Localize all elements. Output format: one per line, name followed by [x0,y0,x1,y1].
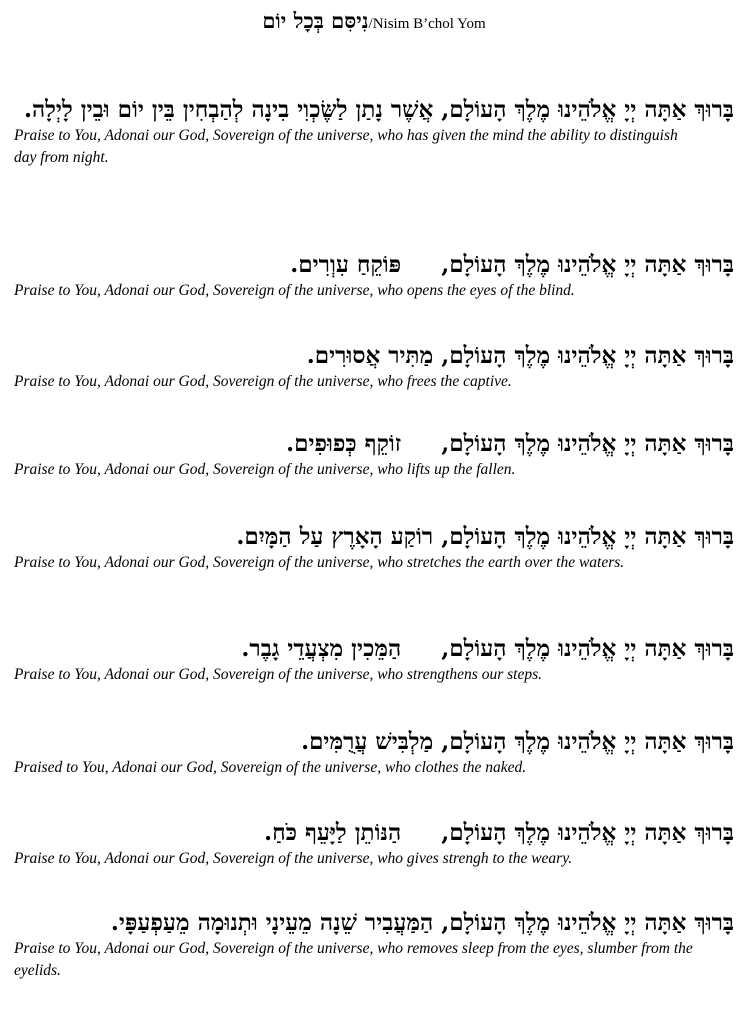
blessing-2 [14,249,734,302]
blessing-english: Praised to You, Adonai our God, Sovereign of the universe, who clothes the naked. [14,759,527,776]
blessing-hebrew: בָּרוּךְ אַתָּה יְיָ אֱלֹהֵינוּ מֶלֶךְ הָעוֹלָם, הַנּוֹתֵן לַיָּעֵף כֹּחַ. [264,819,734,846]
blessing-english: Praise to You, Adonai our God, Sovereign of the universe, who gives strengh to the weary. [14,850,573,867]
blessing-english: Praise to You, Adonai our God, Sovereign of the universe, who opens the eyes of the blind. [14,282,575,299]
blessing-english: Praise to You, Adonai our God, Sovereign of the universe, who has given the mind the ability to distinguish day from night. [14,127,678,166]
blessing-hebrew: בָּרוּךְ אַתָּה יְיָ אֱלֹהֵינוּ מֶלֶךְ הָעוֹלָם, זוֹקֵף כְּפוּפִים. [286,430,734,457]
blessing-9 [14,907,734,982]
blessing-3 [14,340,734,393]
blessing-english: Praise to You, Adonai our God, Sovereign of the universe, who lifts up the fallen. [14,461,516,478]
blessing-hebrew: בָּרוּךְ אַתָּה יְיָ אֱלֹהֵינוּ מֶלֶךְ הָעוֹלָם, הַמֵּכִין מִצְעֲדֵי גָבֶר. [241,635,734,662]
blessing-7 [14,726,734,779]
blessing-hebrew: בָּרוּךְ אַתָּה יְיָ אֱלֹהֵינוּ מֶלֶךְ הָעוֹלָם, הַמַּעֲבִיר שֵׁנָה מֵעֵינָי וּתְנוּמָה מֵעַפְעַפָּי. [110,909,734,936]
blessing-4 [14,428,734,481]
blessing-english: Praise to You, Adonai our God, Sovereign of the universe, who strengthens our steps. [14,666,542,683]
blessing-hebrew: בָּרוּךְ אַתָּה יְיָ אֱלֹהֵינוּ מֶלֶךְ הָעוֹלָם, מַלְבִּישׁ עֲרֻמִּים. [301,728,734,755]
blessing-6 [14,633,734,686]
blessing-5 [14,521,734,574]
blessing-hebrew: בָּרוּךְ אַתָּה יְיָ אֱלֹהֵינוּ מֶלֶךְ הָעוֹלָם, רוֹקַע הָאָרֶץ עַל הַמָּיִם. [236,523,734,550]
blessing-hebrew: בָּרוּךְ אַתָּה יְיָ אֱלֹהֵינוּ מֶלֶךְ הָעוֹלָם, אֲשֶׁר נָתַן לַשֶּׂכְוִי בִינָה לְהַבְחִין בֵּין יוֹם וּבֵין לָיְלָה. [23,96,734,123]
title-english: Nisim B’chol Yom [372,16,486,32]
blessing-8 [14,817,734,870]
page-title [0,8,748,34]
blessing-english: Praise to You, Adonai our God, Sovereign of the universe, who frees the captive. [14,373,512,390]
blessing-hebrew: בָּרוּךְ אַתָּה יְיָ אֱלֹהֵינוּ מֶלֶךְ הָעוֹלָם, פּוֹקֵחַ עִוְרִים. [290,251,734,278]
title-separator: / [368,16,373,32]
title-hebrew: נִיסִּם בְּכׇל יוֹם [262,8,369,33]
blessing-english: Praise to You, Adonai our God, Sovereign of the universe, who removes sleep from the eyes, slumber from the eyelids. [14,940,693,979]
blessing-english: Praise to You, Adonai our God, Sovereign of the universe, who stretches the earth over the waters. [14,554,625,571]
blessing-1 [14,94,734,169]
blessing-hebrew: בָּרוּךְ אַתָּה יְיָ אֱלֹהֵינוּ מֶלֶךְ הָעוֹלָם, מַתִּיר אֲסוּרִים. [306,342,734,369]
